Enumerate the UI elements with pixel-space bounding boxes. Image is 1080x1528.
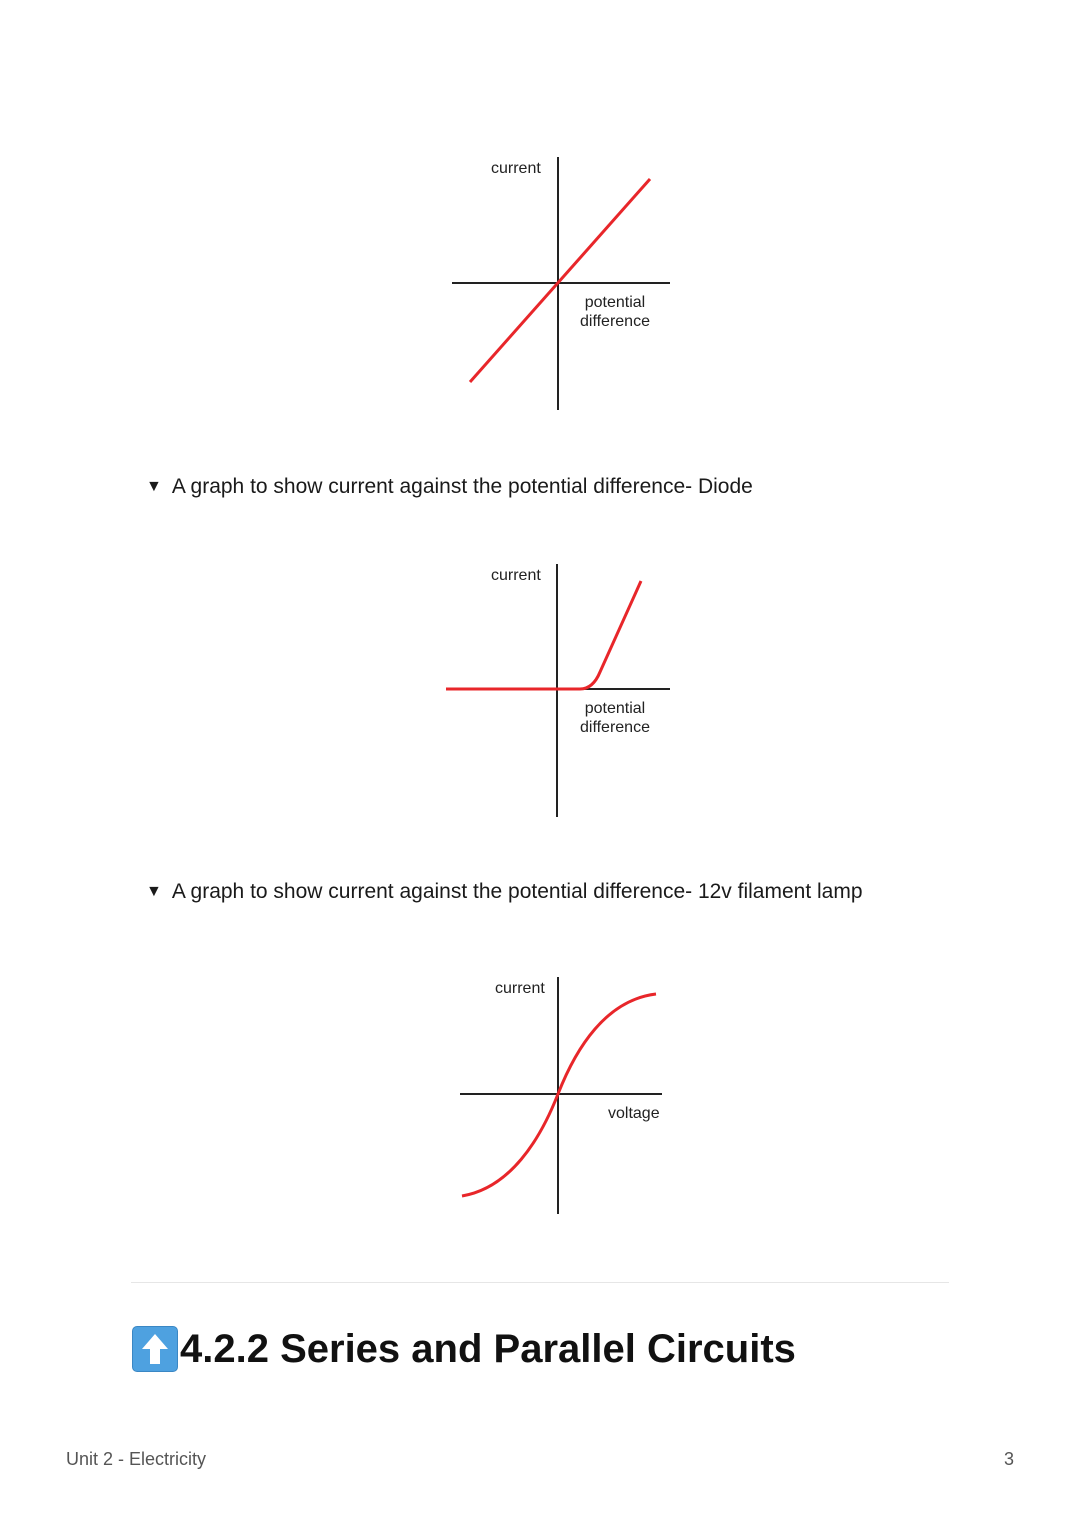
section-heading-text: 4.2.2 Series and Parallel Circuits — [180, 1326, 796, 1371]
y-axis-label: current — [495, 980, 545, 997]
x-axis-label-line1: potential — [584, 294, 646, 311]
toggle-triangle-icon[interactable]: ▼ — [146, 883, 162, 900]
x-axis-label-line2: difference — [580, 719, 650, 736]
caption-text: A graph to show current against the potential difference- Diode — [171, 475, 753, 498]
up-arrow-icon — [132, 1326, 178, 1372]
section-divider — [131, 1282, 949, 1283]
toggle-triangle-icon[interactable]: ▼ — [146, 478, 162, 495]
graph-diode — [430, 557, 690, 827]
graph-diode-svg — [430, 557, 690, 827]
x-axis-label-line1: potential — [584, 700, 646, 717]
x-axis-label-line2: difference — [580, 313, 650, 330]
x-axis-label: voltage — [608, 1105, 660, 1122]
up-arrow-svg — [140, 1332, 170, 1366]
graph-ohmic — [430, 150, 690, 420]
iv-curve — [446, 581, 641, 689]
section-heading[interactable] — [132, 1326, 796, 1372]
graph-filament-lamp — [430, 970, 690, 1240]
caption-diode[interactable] — [146, 475, 753, 499]
caption-text: A graph to show current against the potential difference- 12v filament lamp — [171, 880, 863, 903]
graph-ohmic-svg — [430, 150, 690, 420]
y-axis-label: current — [491, 160, 541, 177]
x-axis-label — [580, 293, 650, 331]
caption-filament-lamp[interactable] — [146, 880, 863, 904]
x-axis-label — [580, 699, 650, 737]
footer-unit-title: Unit 2 - Electricity — [66, 1449, 207, 1469]
footer-page-number: 3 — [1003, 1449, 1014, 1469]
y-axis-label: current — [491, 567, 541, 584]
iv-curve — [470, 179, 650, 382]
